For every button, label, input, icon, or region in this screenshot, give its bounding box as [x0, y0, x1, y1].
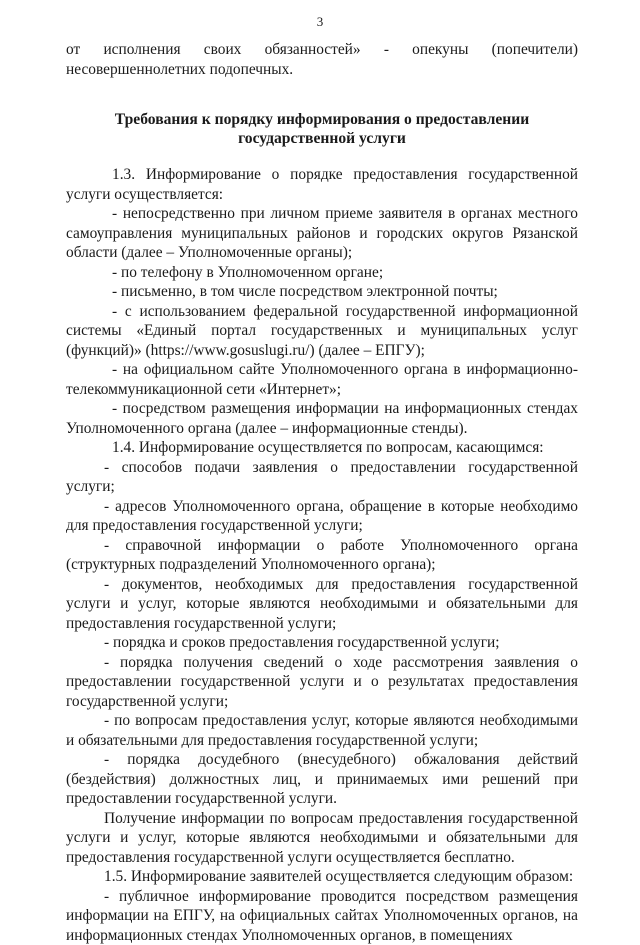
body-paragraph: - публичное информирование проводится посредством размещения информации на ЕПГУ, на официальных сайтах Уполномоченных органов, на информационных стендах Уполномоченных органов, в помещениях — [66, 887, 578, 945]
body-paragraph: - с использованием федеральной государственной информационной системы «Единый портал государственных и муниципальных услуг (функций)» (https://www.gosuslugi.ru/) (далее – ЕПГУ); — [66, 302, 578, 361]
body-paragraph: - адресов Уполномоченного органа, обращение в которые необходимо для предоставления государственной услуги; — [66, 497, 578, 536]
body-paragraph: - на официальном сайте Уполномоченного органа в информационно-телекоммуникационной сети «Интернет»; — [66, 360, 578, 399]
body-paragraph: 1.3. Информирование о порядке предоставления государственной услуги осуществляется: — [66, 165, 578, 204]
section-heading — [66, 110, 578, 148]
heading-line: Требования к порядку информирования о предоставлении — [66, 110, 578, 129]
body-paragraph: - по телефону в Уполномоченном органе; — [66, 263, 578, 283]
body-paragraph: - порядка досудебного (внесудебного) обжалования действий (бездействия) должностных лиц, и принимаемых ими решений при предоставлении государственной услуги. — [66, 750, 578, 809]
body-paragraph: - по вопросам предоставления услуг, которые являются необходимыми и обязательными для предоставления государственной услуги; — [66, 711, 578, 750]
body-paragraph: - порядка получения сведений о ходе рассмотрения заявления о предоставлении государственной услуги и о результатах предоставления государственной услуги; — [66, 653, 578, 712]
body-paragraph: - письменно, в том числе посредством электронной почты; — [66, 282, 578, 302]
body-paragraph: Получение информации по вопросам предоставления государственной услуги и услуг, которые являются необходимыми и обязательными для предоставления государственной услуги осуществляется бесплатно. — [66, 809, 578, 868]
body-paragraph: - посредством размещения информации на информационных стендах Уполномоченного органа (далее – информационные стенды). — [66, 399, 578, 438]
body-paragraph: - справочной информации о работе Уполномоченного органа (структурных подразделений Уполномоченного органа); — [66, 536, 578, 575]
paragraph-list — [66, 165, 578, 945]
body-paragraph: - способов подачи заявления о предоставлении государственной услуги; — [66, 458, 578, 497]
body-paragraph: - документов, необходимых для предоставления государственной услуги и услуг, которые являются необходимыми и обязательными для предоставления государственной услуги; — [66, 575, 578, 634]
body-paragraph: 1.4. Информирование осуществляется по вопросам, касающимся: — [66, 438, 578, 458]
body-paragraph: - порядка и сроков предоставления государственной услуги; — [66, 633, 578, 653]
body-paragraph: 1.5. Информирование заявителей осуществляется следующим образом: — [66, 867, 578, 887]
body-paragraph: - непосредственно при личном приеме заявителя в органах местного самоуправления муниципальных районов и городских округов Рязанской области (далее – Уполномоченные органы); — [66, 204, 578, 263]
page-number: 3 — [0, 14, 640, 30]
heading-line: государственной услуги — [66, 129, 578, 148]
document-body — [66, 40, 578, 945]
intro-paragraph: от исполнения своих обязанностей» - опекуны (попечители) несовершеннолетних подопечных. — [66, 40, 578, 79]
